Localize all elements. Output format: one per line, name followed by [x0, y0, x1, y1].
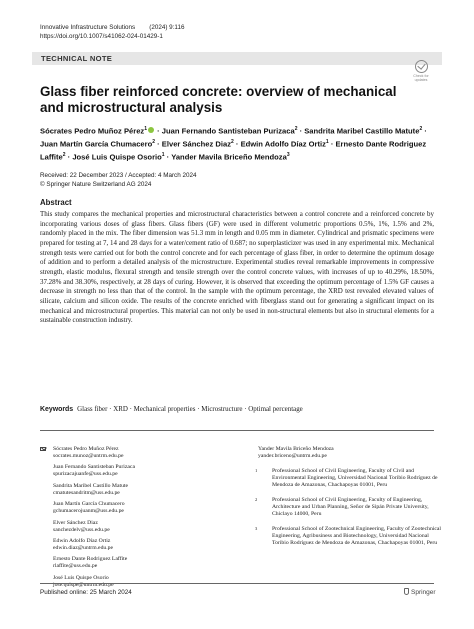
footer-divider [40, 583, 434, 584]
contact-email[interactable]: rlaffite@uss.edu.pe [53, 563, 98, 570]
contact-item [40, 464, 230, 478]
contact-email[interactable]: jose.quispe@untrm.edu.pe [53, 581, 114, 588]
author-name[interactable]: Sandrita Maribel Castillo Matute [304, 126, 420, 136]
author-name[interactable]: José Luis Quispe Osorio [72, 152, 162, 162]
keywords-list: Glass fiber · XRD · Mechanical properties · Microstructure · Optimal percentage [77, 405, 303, 413]
author-name[interactable]: Yander Mavila Briceño Mendoza [171, 152, 287, 162]
running-header [40, 24, 184, 41]
springer-horse-icon [404, 588, 409, 595]
contact-name: Ernesto Dante Rodriguez Laffite [53, 556, 128, 563]
abstract-text: This study compares the mechanical properties and microstructural characteristics between a control concrete and a reinforced concrete by incorporating various doses of glass fibers. Glass fibers (GF) were used in different volumetric proportions 0.5%, 1%, 1.5% and 2%, randomly placed in the mix. The fiber dimension was 51.3 mm in length and 0.05 mm in diameter. Cylindrical and prismatic specimens were prepared for testing at 7, 14 and 28 days for a water/cement ratio of 0.687; no superplasticizer was used in any experimental mix. Mechanical strength tests were carried out for both the control concrete and for each percentage of glass fiber, in order to determine the optimum dosage of addition and to perform a detailed analysis of the microstructure. Experimental studies reveal remarkable improvements in compressive strength, elastic modulus, flexural strength and tensile strength over the control concrete values, with increases of up to 40.29%, 18.50%, 37.28% and 38.30%, respectively, at 28 days of curing. However, it is observed that exceeding the optimum percentage of 1.5% GF causes a decrease in strength no less than that of the control. In the sample with the optimum percentage, the XRD test revealed elevated values of silicate, calcium and silicon oxide. The results of the concrete enriched with fiberglass stand out for generating a significant impact on its mechanical and microstructural properties. This material can not only be used in non-structural elements but also in structural elements for a sustainable construction industry. [40, 210, 434, 325]
contact-name: Sócrates Pedro Muñoz Pérez [53, 446, 119, 452]
contact-name: Sandrita Maribel Castillo Matute [53, 482, 129, 489]
author-affiliation-number: 2 [231, 139, 234, 146]
author-affiliation-number: 1 [144, 126, 148, 132]
contact-item [40, 446, 230, 460]
check-updates-icon [415, 60, 428, 73]
affiliation-number: 1 [255, 468, 258, 473]
author-name[interactable]: Sócrates Pedro Muñoz Pérez [40, 126, 145, 136]
affiliation-item [255, 468, 445, 489]
envelope-icon [40, 447, 46, 451]
author-list: Sócrates Pedro Muñoz Pérez$^1$ · Juan Fernando Santisteban Purizaca$^2$ · Sandrita Maribel Castillo Matute$^2$ · Juan Martín García Chumacero$^2$ · Elver Sánchez Diaz$^2$ · Edwin Adolfo Díaz Ortiz$^1$ · Ernesto Dante Rodriguez Laffite$^2$ · José Luis Quispe Osorio$^1$ · Yander Mavila Briceño Mendoza$^3$ [40, 126, 427, 162]
contact-item [40, 575, 230, 589]
doi-link[interactable]: https://doi.org/10.1007/s41062-024-01429-1 [40, 32, 163, 40]
contact-email[interactable]: spurizacajuanfe@uss.edu.pe [53, 471, 118, 478]
author-affiliation-number: 3 [286, 152, 290, 159]
right-column [255, 446, 445, 555]
author-name[interactable]: Edwin Adolfo Díaz Ortiz [240, 139, 326, 149]
contact-email[interactable]: cmatutesandritm@uss.edu.pe [53, 489, 120, 496]
orcid-icon[interactable] [148, 127, 154, 133]
author-name[interactable]: Elver Sánchez Diaz [161, 139, 232, 149]
author-name[interactable]: Juan Fernando Santisteban Purizaca [161, 126, 295, 136]
contact-name: Elver Sánchez Diaz [53, 519, 98, 526]
affiliation-list [255, 468, 445, 547]
contact-item [40, 538, 230, 552]
article-dates [40, 172, 196, 189]
author-affiliation-number: 2 [419, 126, 423, 132]
contact-list [40, 446, 230, 593]
author-affiliation-number: 2 [62, 152, 66, 159]
contact-item [40, 556, 230, 570]
publisher-logo [404, 588, 436, 596]
article-title: Glass fiber reinforced concrete: overview of mechanical and microstructural analysis [40, 84, 397, 115]
contact-email[interactable]: socrates.munoz@untrm.edu.pe [53, 453, 124, 459]
contact-name: Edwin Adolfo Díaz Ortiz [53, 537, 111, 544]
volume-info: (2024) 9:116 [149, 24, 185, 31]
author-affiliation-number: 1 [161, 152, 165, 159]
author-affiliation-number: 2 [294, 126, 298, 132]
affiliation-item [255, 526, 445, 547]
author-name[interactable]: Juan Martín García Chumacero [40, 139, 153, 149]
affiliation-text: Professional School of Zootechnical Engineering, Faculty of Zootechnical Engineering, Agribusiness and Biotechnology, Universidad Nacional Toribio Rodríguez de Mendoza de Amazonas, Chachapoyas 01001, Peru [272, 526, 441, 546]
contact-name: Juan Fernando Santisteban Purizaca [53, 464, 135, 471]
contact-email[interactable]: gchumacerojuanm@uss.edu.pe [53, 508, 124, 515]
author-affiliation-number: 2 [152, 139, 156, 146]
affiliation-number: 2 [255, 497, 258, 502]
publisher-name: Springer [411, 589, 436, 596]
divider [40, 430, 434, 431]
keywords-label: Keywords [40, 406, 74, 413]
contact-name: Juan Martín García Chumacero [53, 501, 125, 508]
check-for-updates-badge[interactable]: Check for updates [411, 60, 431, 84]
author-name[interactable]: Ernesto Dante Rodriguez Laffite [40, 139, 427, 162]
published-date: Published online: 25 March 2024 [40, 589, 132, 596]
affiliation-text: Professional School of Civil Engineering, Faculty of Civil and Environmental Engineering, Universidad Nacional Toribio Rodríguez de Mendoza de Amazonas, Chachapoyas 01001, Peru [272, 468, 438, 488]
contact-email[interactable]: edwin.diaz@untrm.edu.pe [53, 544, 114, 551]
contact-email[interactable]: yander.briceno@untrm.edu.pe [258, 453, 327, 459]
journal-name: Innovative Infrastructure Solutions [40, 24, 136, 31]
abstract-heading: Abstract [40, 198, 72, 207]
affiliation-text: Professional School of Civil Engineering, Faculty of Engineering, Architecture and Urban Planning, Señor de Sipán Private University, Chiclayo 14000, Peru [272, 497, 429, 517]
received-accepted: Received: 22 December 2023 / Accepted: 4 March 2024 [40, 172, 197, 179]
contact-item [40, 483, 230, 497]
contact-item [40, 501, 230, 515]
affiliation-item [255, 497, 445, 518]
keywords [40, 405, 303, 414]
section-banner [32, 52, 442, 65]
contact-name: José Luis Quispe Osorio [53, 574, 109, 581]
contact-name: Yander Mavila Briceño Mendoza [258, 446, 334, 452]
section-label: TECHNICAL NOTE [41, 54, 113, 63]
author-affiliation-number: 1 [325, 139, 329, 146]
contact-item [255, 446, 445, 460]
copyright: © Springer Nature Switzerland AG 2024 [40, 180, 152, 188]
contact-email[interactable]: sanchezdelv@uss.edu.pe [53, 526, 110, 533]
affiliation-number: 3 [255, 526, 258, 531]
contact-item [40, 520, 230, 534]
